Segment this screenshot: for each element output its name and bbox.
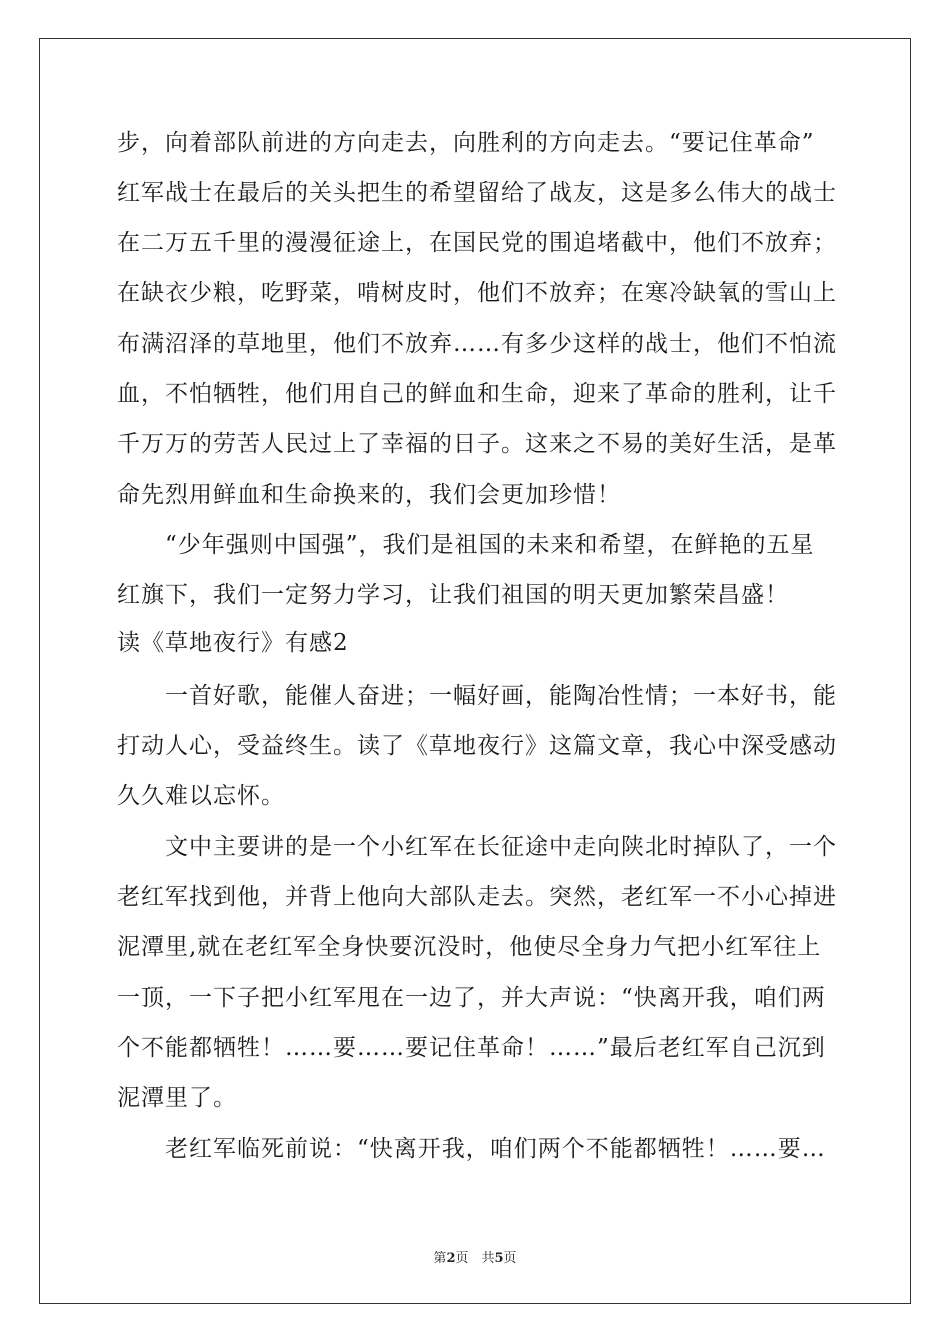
footer-page-suffix: 页 共 — [455, 1251, 495, 1266]
text-line: 在缺衣少粮，吃野菜，啃树皮时，他们不放弃；在寒冷缺氧的雪山上 — [117, 280, 837, 306]
text-line: 泥潭里,就在老红军全身快要沉没时，他使尽全身力气把小红军往上 — [117, 934, 822, 960]
text-line: 千万万的劳苦人民过上了幸福的日子。这来之不易的美好生活，是革 — [117, 431, 837, 457]
text-line: 红旗下，我们一定努力学习，让我们祖国的明天更加繁荣昌盛！ — [117, 582, 789, 608]
text-line: 命先烈用鲜血和生命换来的，我们会更加珍惜！ — [117, 482, 621, 508]
text-line: 一顶，一下子把小红军甩在一边了，并大声说：“快离开我，咱们两 — [117, 985, 826, 1011]
page-footer — [0, 1247, 950, 1266]
text-line: 布满沼泽的草地里，他们不放弃……有多少这样的战士，他们不怕流 — [117, 331, 837, 357]
text-line: 泥潭里了。 — [117, 1085, 237, 1111]
text-line: 文中主要讲的是一个小红军在长征途中走向陕北时掉队了，一个 — [117, 834, 837, 860]
text-line: 步，向着部队前进的方向走去，向胜利的方向走去。“要记住革命” — [117, 130, 815, 156]
text-line: 久久难以忘怀。 — [117, 783, 285, 809]
footer-total-pages: 5 — [494, 1251, 504, 1266]
text-line: “少年强则中国强”，我们是祖国的未来和希望，在鲜艳的五星 — [117, 532, 815, 558]
section-heading: 读《草地夜行》有感2 — [117, 630, 349, 656]
footer-page-prefix: 第 — [433, 1251, 447, 1266]
footer-total-suffix: 页 — [503, 1251, 517, 1266]
text-line: 血，不怕牺牲，他们用自己的鲜血和生命，迎来了革命的胜利，让千 — [117, 381, 837, 407]
text-line: 老红军临死前说：“快离开我，咱们两个不能都牺牲！……要… — [117, 1136, 826, 1162]
text-line: 一首好歌，能催人奋进；一幅好画，能陶冶性情；一本好书，能 — [117, 683, 837, 709]
text-line: 红军战士在最后的关头把生的希望留给了战友，这是多么伟大的战士 — [117, 180, 837, 206]
text-line: 打动人心，受益终生。读了《草地夜行》这篇文章，我心中深受感动 — [117, 733, 837, 759]
text-line: 老红军找到他，并背上他向大部队走去。突然，老红军一不小心掉进 — [117, 884, 837, 910]
text-line: 在二万五千里的漫漫征途上，在国民党的围追堵截中，他们不放弃； — [117, 230, 837, 256]
text-line: 个不能都牺牲！……要……要记住革命！……”最后老红军自己沉到 — [117, 1035, 826, 1061]
footer-page-number: 2 — [446, 1251, 456, 1266]
